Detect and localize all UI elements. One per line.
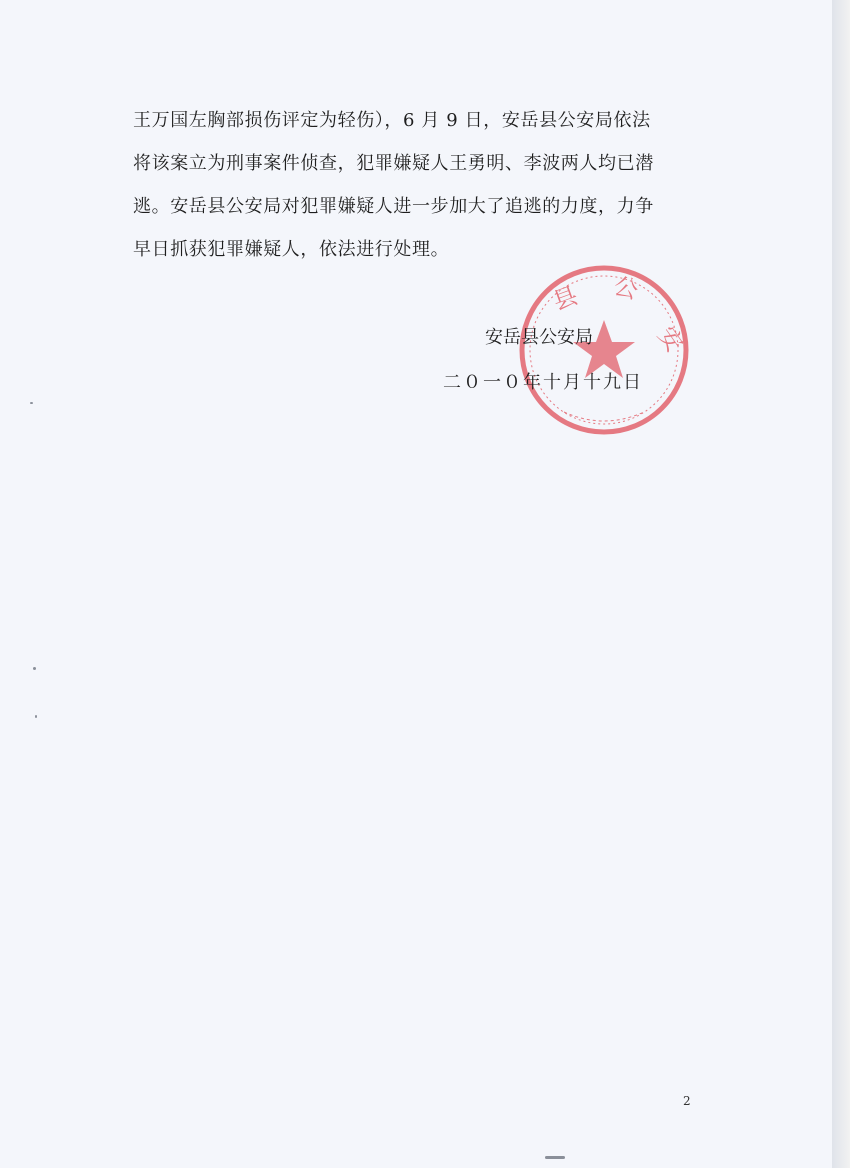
body-paragraph <box>133 99 723 271</box>
body-line: 早日抓获犯罪嫌疑人，依法进行处理。 <box>133 239 450 260</box>
issue-date: 二０一０年十月十九日 <box>443 372 643 393</box>
seal-serial-arc <box>564 412 644 421</box>
body-line: 逃。安岳县公安局对犯罪嫌疑人进一步加大了追逃的力度，力争 <box>133 196 654 217</box>
scan-speck <box>35 715 37 718</box>
body-line: 王万国左胸部损伤评定为轻伤），6 月 9 日，安岳县公安局依法 <box>133 110 651 131</box>
scan-speck <box>33 667 36 670</box>
scan-edge <box>832 0 850 1168</box>
seal-char: 公 <box>610 271 642 305</box>
page-number: 2 <box>683 1094 691 1108</box>
issuer-signature: 安岳县公安局 <box>485 327 593 348</box>
scan-speck <box>30 402 33 404</box>
body-line: 将该案立为刑事案件侦查，犯罪嫌疑人王勇明、李波两人均已潜 <box>133 153 654 174</box>
seal-char: 县 <box>549 281 582 316</box>
scan-speck <box>545 1156 565 1159</box>
seal-char: 安 <box>652 321 689 358</box>
